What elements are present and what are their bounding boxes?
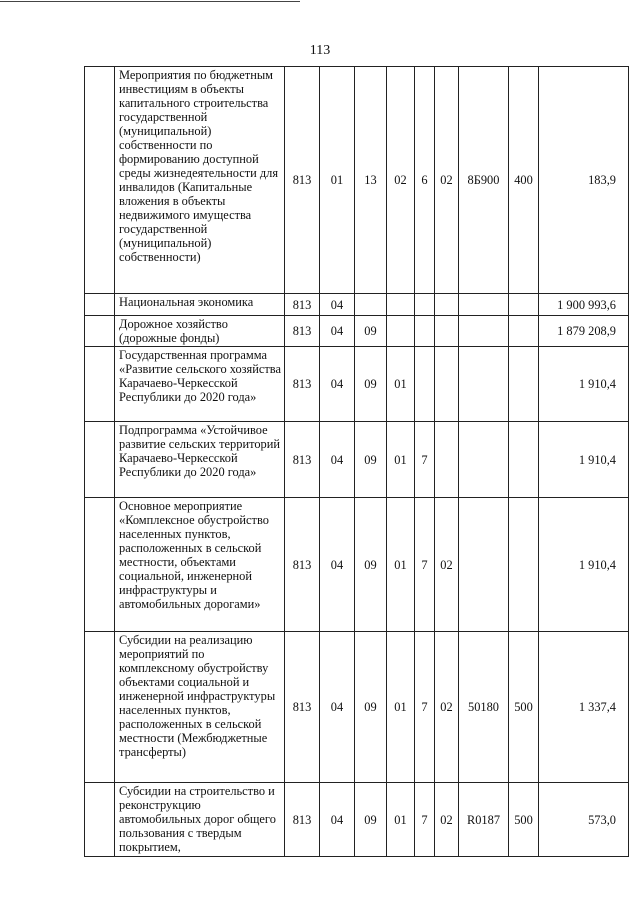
row-subprogram: 7 <box>415 783 435 857</box>
row-program: 01 <box>387 498 415 632</box>
row-direction: 50180 <box>459 632 509 783</box>
row-ved: 813 <box>285 783 320 857</box>
row-amount: 573,0 <box>539 783 629 857</box>
row-program <box>387 316 415 347</box>
table-row <box>85 498 629 632</box>
row-direction <box>459 498 509 632</box>
row-name: Мероприятия по бюджетным инвестициям в объекты капитального строительства государственной (муниципальной) собственности по формированию доступной среды жизнедеятельности для инвалидов (Капитальные вложения в объекты недвижимого имущества государственной (муниципальной) собственности) <box>115 67 285 294</box>
row-direction <box>459 294 509 316</box>
row-ved: 813 <box>285 498 320 632</box>
row-amount: 1 879 208,9 <box>539 316 629 347</box>
row-blank-cell <box>85 347 115 422</box>
row-amount: 1 910,4 <box>539 347 629 422</box>
row-subprogram: 6 <box>415 67 435 294</box>
row-ved: 813 <box>285 316 320 347</box>
budget-table <box>84 66 629 857</box>
table-row <box>85 422 629 498</box>
top-rule <box>0 1 300 2</box>
row-rz: 04 <box>320 347 355 422</box>
row-blank-cell <box>85 294 115 316</box>
row-subprogram: 7 <box>415 498 435 632</box>
table-row <box>85 294 629 316</box>
row-main-activity <box>435 422 459 498</box>
row-program <box>387 294 415 316</box>
table-row <box>85 347 629 422</box>
row-vr <box>509 347 539 422</box>
row-main-activity: 02 <box>435 632 459 783</box>
row-amount: 1 337,4 <box>539 632 629 783</box>
row-blank-cell <box>85 422 115 498</box>
row-pr: 09 <box>355 422 387 498</box>
row-rz: 04 <box>320 498 355 632</box>
row-pr: 09 <box>355 316 387 347</box>
row-main-activity: 02 <box>435 498 459 632</box>
row-blank-cell <box>85 632 115 783</box>
row-pr: 09 <box>355 498 387 632</box>
row-subprogram <box>415 294 435 316</box>
row-ved: 813 <box>285 67 320 294</box>
row-ved: 813 <box>285 632 320 783</box>
row-program: 01 <box>387 632 415 783</box>
page-number: 113 <box>309 43 331 58</box>
row-subprogram: 7 <box>415 422 435 498</box>
row-pr: 09 <box>355 347 387 422</box>
row-main-activity: 02 <box>435 67 459 294</box>
row-rz: 04 <box>320 783 355 857</box>
row-main-activity: 02 <box>435 783 459 857</box>
row-rz: 04 <box>320 632 355 783</box>
row-ved: 813 <box>285 347 320 422</box>
row-amount: 183,9 <box>539 67 629 294</box>
table-row <box>85 632 629 783</box>
row-vr <box>509 498 539 632</box>
row-main-activity <box>435 316 459 347</box>
row-direction: 8Б900 <box>459 67 509 294</box>
row-pr: 09 <box>355 632 387 783</box>
row-blank-cell <box>85 67 115 294</box>
row-blank-cell <box>85 498 115 632</box>
row-rz: 04 <box>320 294 355 316</box>
row-program: 01 <box>387 347 415 422</box>
row-blank-cell <box>85 783 115 857</box>
row-program: 02 <box>387 67 415 294</box>
row-vr <box>509 294 539 316</box>
row-main-activity <box>435 347 459 422</box>
row-program: 01 <box>387 783 415 857</box>
row-subprogram <box>415 347 435 422</box>
row-amount: 1 900 993,6 <box>539 294 629 316</box>
row-name: Субсидии на реализацию мероприятий по комплексному обустройству объектами социальной и инженерной инфраструктуры населенных пунктов, расположенных в сельской местности (Межбюджетные трансферты) <box>115 632 285 783</box>
row-direction <box>459 422 509 498</box>
row-pr: 13 <box>355 67 387 294</box>
row-main-activity <box>435 294 459 316</box>
row-rz: 04 <box>320 422 355 498</box>
row-name: Дорожное хозяйство (дорожные фонды) <box>115 316 285 347</box>
table-row <box>85 67 629 294</box>
row-direction <box>459 347 509 422</box>
row-subprogram <box>415 316 435 347</box>
row-name: Субсидии на строительство и реконструкцию автомобильных дорог общего пользования с твердым покрытием, <box>115 783 285 857</box>
row-amount: 1 910,4 <box>539 422 629 498</box>
table-body <box>85 67 629 857</box>
row-name: Подпрограмма «Устойчивое развитие сельских территорий Карачаево-Черкесской Республики до 2020 года» <box>115 422 285 498</box>
row-pr: 09 <box>355 783 387 857</box>
table-row <box>85 316 629 347</box>
table-row <box>85 783 629 857</box>
row-direction: R0187 <box>459 783 509 857</box>
row-vr: 500 <box>509 783 539 857</box>
row-vr: 500 <box>509 632 539 783</box>
row-rz: 04 <box>320 316 355 347</box>
row-name: Государственная программа «Развитие сельского хозяйства Карачаево-Черкесской Республики до 2020 года» <box>115 347 285 422</box>
row-amount: 1 910,4 <box>539 498 629 632</box>
row-rz: 01 <box>320 67 355 294</box>
row-subprogram: 7 <box>415 632 435 783</box>
row-blank-cell <box>85 316 115 347</box>
row-pr <box>355 294 387 316</box>
row-vr <box>509 422 539 498</box>
row-vr: 400 <box>509 67 539 294</box>
row-vr <box>509 316 539 347</box>
row-program: 01 <box>387 422 415 498</box>
row-direction <box>459 316 509 347</box>
row-name: Национальная экономика <box>115 294 285 316</box>
row-ved: 813 <box>285 422 320 498</box>
row-name: Основное мероприятие «Комплексное обустройство населенных пунктов, расположенных в сельской местности, объектами социальной, инженерной инфраструктуры и автомобильных дорогами» <box>115 498 285 632</box>
row-ved: 813 <box>285 294 320 316</box>
